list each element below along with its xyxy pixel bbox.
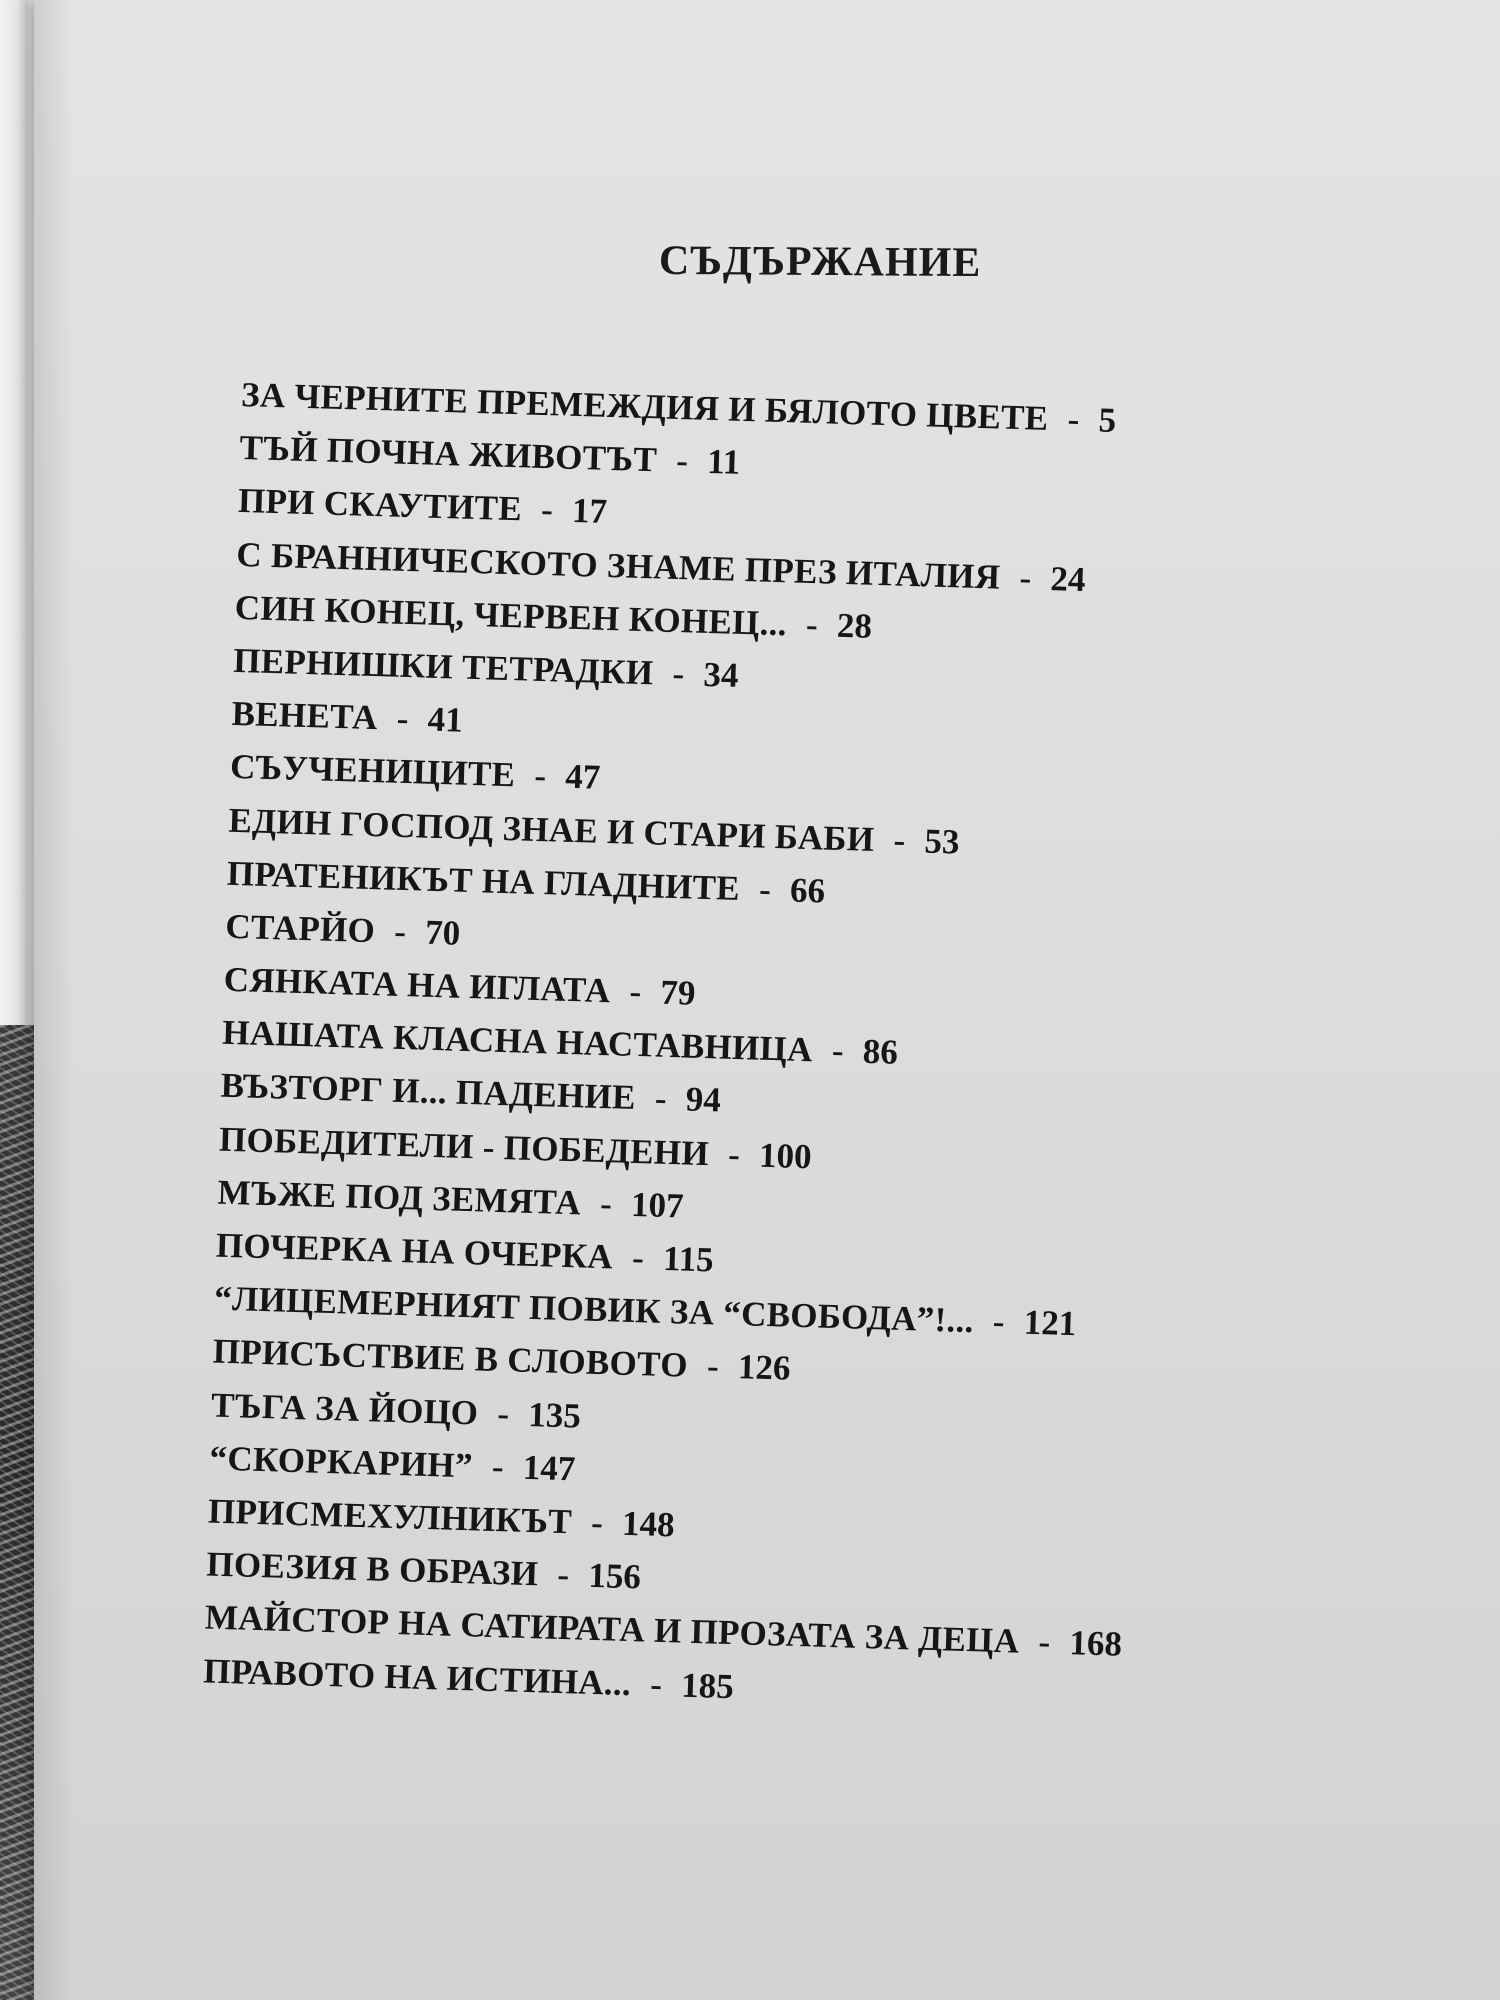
- toc-entry-title: “ЛИЦЕМЕРНИЯТ ПОВИК ЗА “СВОБОДА”!...: [213, 1278, 975, 1341]
- page-gutter-shadow: [34, 0, 74, 2000]
- toc-separator: -: [831, 1031, 845, 1071]
- page-title: СЪДЪРЖАНИЕ: [658, 237, 982, 287]
- toc-separator: -: [1067, 399, 1080, 439]
- toc-entry-title: ЕДИН ГОСПОД ЗНАЕ И СТАРИ БАБИ: [228, 800, 875, 859]
- toc-entry-title: ЗА ЧЕРНИТЕ ПРЕМЕЖДИЯ И БЯЛОТО ЦВЕТЕ: [240, 374, 1049, 438]
- toc-entry-title: СЯНКАТА НА ИГЛАТА: [223, 959, 611, 1011]
- toc-separator: -: [649, 1664, 663, 1704]
- toc-entry-page-number: 70: [424, 912, 461, 953]
- toc-entry-title: СЪУЧЕНИЦИТЕ: [229, 747, 516, 795]
- toc-entry-title: ПРАВОТО НА ИСТИНА...: [202, 1650, 632, 1703]
- toc-entry-page-number: 148: [621, 1503, 676, 1545]
- toc-separator: -: [992, 1301, 1006, 1342]
- toc-entry-title: ПОЧЕРКА НА ОЧЕРКА: [215, 1225, 614, 1277]
- toc-entry-title: ПРИ СКАУТИТЕ: [237, 481, 523, 529]
- toc-entry-title: ПОЕЗИЯ В ОБРАЗИ: [205, 1544, 539, 1594]
- toc-entry-page-number: 28: [836, 605, 873, 646]
- toc-separator: -: [556, 1555, 570, 1595]
- table-of-contents: [203, 368, 1472, 1734]
- toc-entry-page-number: 147: [522, 1447, 576, 1489]
- toc-separator: -: [675, 441, 689, 481]
- toc-entry-title: ТЪГА ЗА ЙОЦО: [210, 1385, 479, 1433]
- toc-separator: -: [805, 604, 819, 644]
- toc-separator: -: [540, 490, 554, 530]
- book-page: [34, 0, 1500, 2000]
- toc-entry-title: ТЪЙ ПОЧНА ЖИВОТЪТ: [239, 428, 658, 480]
- toc-entry-page-number: 53: [923, 820, 961, 861]
- toc-separator: -: [393, 911, 407, 951]
- toc-entry-title: ПРИСМЕХУЛНИКЪТ: [207, 1491, 573, 1542]
- toc-entry-page-number: 79: [659, 972, 697, 1013]
- toc-entry-page-number: 115: [662, 1238, 715, 1280]
- toc-entry-page-number: 100: [758, 1135, 813, 1176]
- toc-entry-page-number: 5: [1097, 400, 1117, 440]
- toc-entry-title: ВЪЗТОРГ И... ПАДЕНИЕ: [220, 1066, 637, 1118]
- toc-separator: -: [706, 1346, 720, 1386]
- toc-separator: -: [396, 698, 410, 739]
- toc-entry-title: ПЕРНИШКИ ТЕТРАДКИ: [232, 640, 654, 693]
- toc-separator: -: [1019, 557, 1032, 598]
- toc-separator: -: [629, 971, 642, 1012]
- toc-separator: -: [758, 869, 772, 909]
- toc-entry-page-number: 66: [789, 870, 826, 911]
- toc-entry-page-number: 17: [571, 491, 608, 532]
- toc-entry-page-number: 41: [427, 699, 464, 740]
- toc-entry-page-number: 86: [862, 1031, 899, 1072]
- toc-entry-page-number: 135: [527, 1394, 582, 1436]
- toc-entry-page-number: 34: [702, 654, 740, 695]
- toc-entry-page-number: 11: [706, 442, 741, 483]
- toc-separator: -: [590, 1502, 604, 1543]
- toc-separator: -: [533, 756, 547, 796]
- toc-entry-title: С БРАННИЧЕСКОТО ЗНАМЕ ПРЕЗ ИТАЛИЯ: [235, 534, 1001, 597]
- toc-separator: -: [893, 820, 906, 860]
- toc-entry-title: НАШАТА КЛАСНА НАСТАВНИЦА: [221, 1012, 814, 1070]
- toc-entry-title: МАЙСТОР НА САТИРАТА И ПРОЗАТА ЗА ДЕЦА: [204, 1597, 1020, 1661]
- toc-entry-page-number: 47: [564, 757, 601, 798]
- toc-entry-title: СТАРЙО: [224, 906, 376, 951]
- toc-entry-page-number: 121: [1023, 1302, 1077, 1344]
- toc-entry-page-number: 185: [680, 1665, 735, 1706]
- toc-entry-page-number: 126: [737, 1347, 791, 1389]
- toc-entry-title: ВЕНЕТА: [231, 693, 379, 738]
- toc-separator: -: [631, 1237, 645, 1278]
- toc-entry-title: “СКОРКАРИН”: [209, 1438, 474, 1486]
- toc-separator: -: [491, 1446, 505, 1486]
- toc-separator: -: [671, 653, 685, 694]
- toc-separator: -: [496, 1393, 510, 1433]
- toc-entry-title: СИН КОНЕЦ, ЧЕРВЕН КОНЕЦ...: [234, 587, 788, 644]
- toc-entry-page-number: 156: [587, 1555, 642, 1597]
- toc-entry-title: ПОБЕДИТЕЛИ - ПОБЕДЕНИ: [218, 1119, 710, 1173]
- toc-separator: -: [654, 1079, 668, 1119]
- toc-separator: -: [599, 1183, 613, 1224]
- toc-entry-title: МЪЖЕ ПОД ЗЕМЯТА: [216, 1172, 582, 1223]
- toc-separator: -: [1037, 1622, 1051, 1662]
- toc-entry-page-number: 94: [685, 1079, 722, 1120]
- toc-entry-page-number: 24: [1049, 558, 1087, 599]
- toc-entry-page-number: 107: [630, 1184, 685, 1226]
- toc-entry-page-number: 168: [1068, 1623, 1123, 1664]
- toc-entry-title: ПРИСЪСТВИЕ В СЛОВОТО: [212, 1331, 689, 1386]
- toc-separator: -: [727, 1134, 741, 1174]
- toc-entry-title: ПРАТЕНИКЪТ НА ГЛАДНИТЕ: [226, 853, 741, 908]
